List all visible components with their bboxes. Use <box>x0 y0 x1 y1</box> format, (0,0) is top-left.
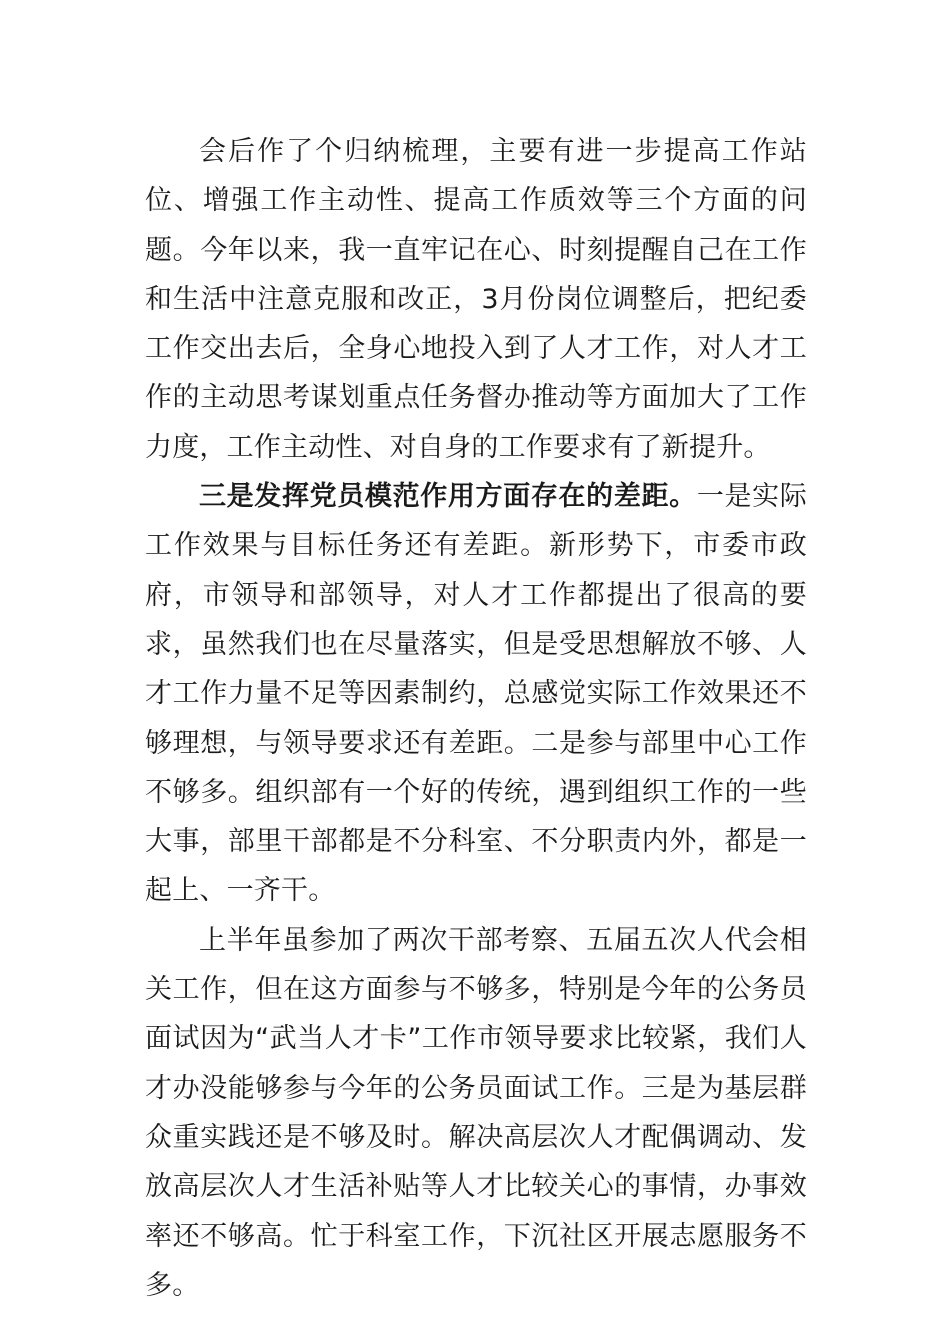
document-body <box>145 127 807 1310</box>
paragraph-3-text: 上半年虽参加了两次干部考察、五届五次人代会相关工作，但在这方面参与不够多，特别是今年的公务员面试因为“武当人才卡”工作市领导要求比较紧，我们人才办没能够参与今年的公务员面试工作。三是为基层群众重实践还是不够及时。解决高层次人才配偶调动、发放高层次人才生活补贴等人才比较关心的事情，办事效率还不够高。忙于科室工作，下沉社区开展志愿服务不多。 <box>145 924 807 1301</box>
paragraph-1 <box>145 127 807 472</box>
paragraph-2-text: 一是实际工作效果与目标任务还有差距。新形势下，市委市政府，市领导和部领导，对人才工作都提出了很高的要求，虽然我们也在尽量落实，但是受思想解放不够、人才工作力量不足等因素制约，总感觉实际工作效果还不够理想，与领导要求还有差距。二是参与部里中心工作不够多。组织部有一个好的传统，遇到组织工作的一些大事，部里干部都是不分科室、不分职责内外，都是一起上、一齐干。 <box>145 481 807 907</box>
paragraph-2-heading: 三是发挥党员模范作用方面存在的差距。 <box>199 481 697 513</box>
paragraph-3 <box>145 916 807 1310</box>
paragraph-1-text: 会后作了个归纳梳理，主要有进一步提高工作站位、增强工作主动性、提高工作质效等三个方面的问题。今年以来，我一直牢记在心、时刻提醒自己在工作和生活中注意克服和改正，3月份岗位调整后，把纪委工作交出去后，全身心地投入到了人才工作，对人才工作的主动思考谋划重点任务督办推动等方面加大了工作力度，工作主动性、对自身的工作要求有了新提升。 <box>145 136 807 463</box>
paragraph-2 <box>145 472 807 916</box>
